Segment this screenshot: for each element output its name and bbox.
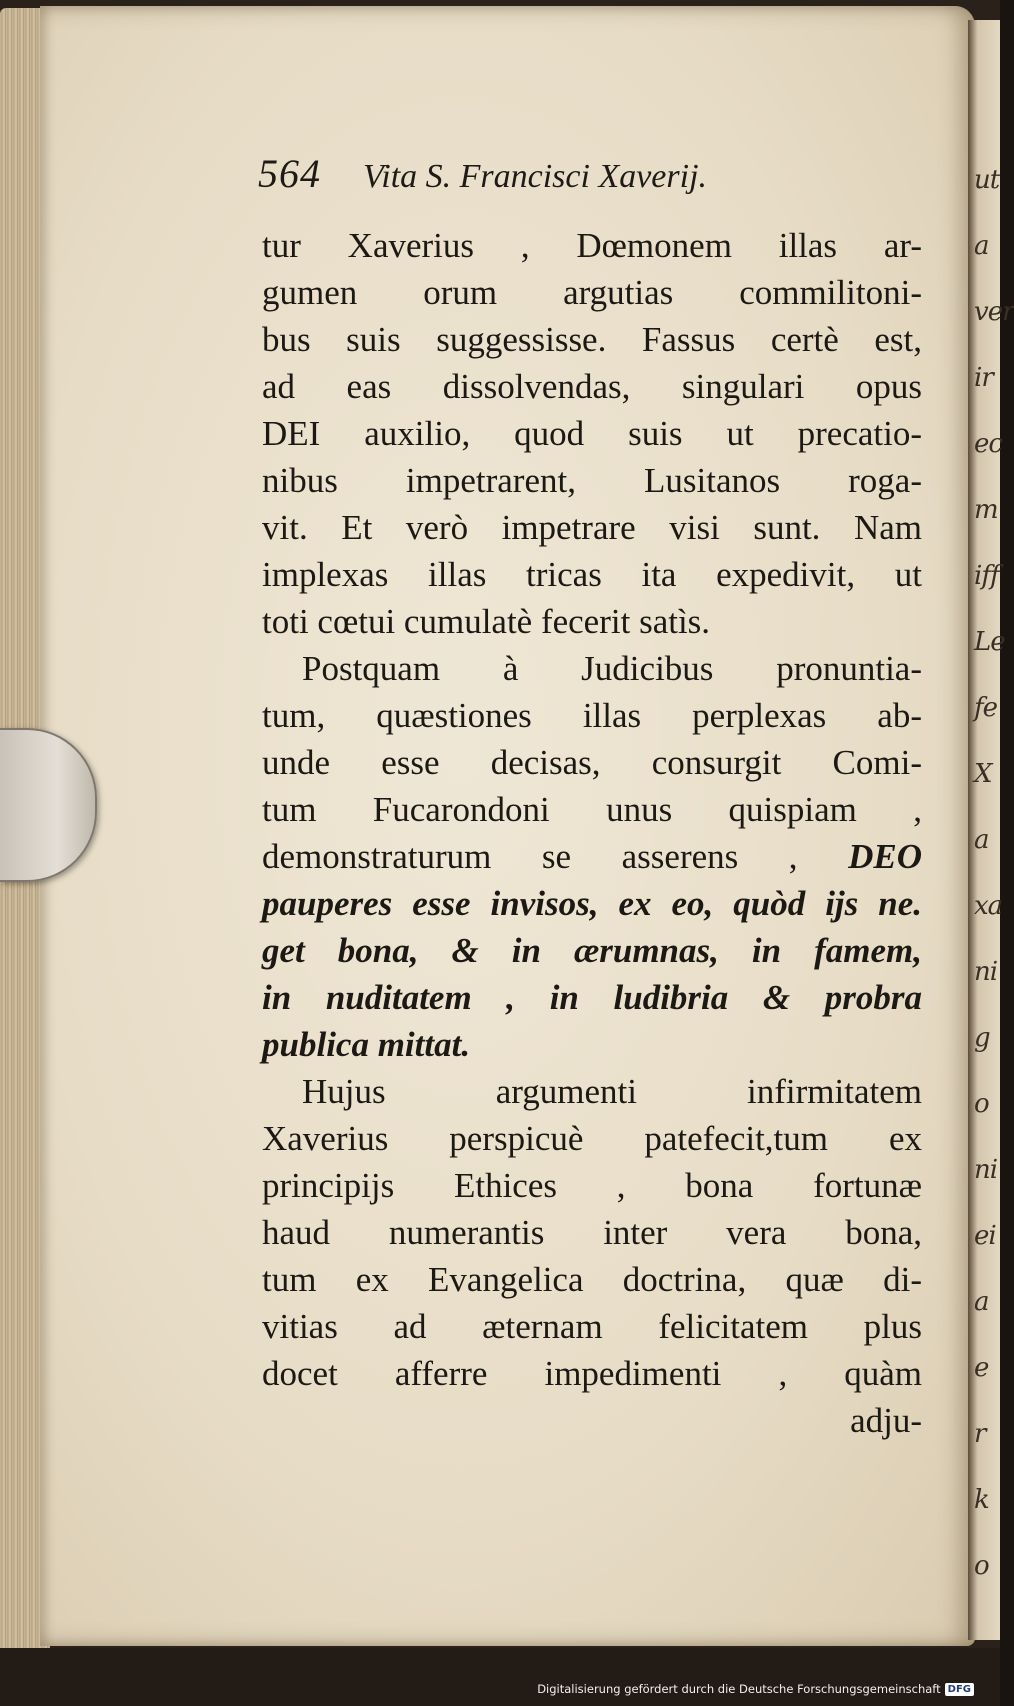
- text-line: docet afferre impedimenti , quàm: [262, 1354, 922, 1393]
- facing-page-fragment: a: [974, 825, 989, 855]
- italic-word: DEO: [848, 837, 922, 876]
- facing-page-fragment: ver: [974, 297, 1014, 327]
- facing-page-fragment: iff: [974, 561, 999, 591]
- dfg-logo-icon: DFG: [945, 1683, 974, 1696]
- digitization-credit: [537, 1682, 974, 1696]
- text-line: tum, quæstiones illas perplexas ab-: [262, 696, 922, 735]
- italic-text-line: in nuditatem , in ludibria & probra: [262, 978, 922, 1017]
- facing-page-fragment: e: [974, 1353, 989, 1383]
- text-line: haud numerantis inter vera bona,: [262, 1213, 922, 1252]
- facing-page-fragment: a: [974, 231, 989, 261]
- facing-page-fragment: X: [974, 759, 992, 789]
- page-number: 564: [258, 151, 321, 196]
- text-line: tum ex Evangelica doctrina, quæ di-: [262, 1260, 922, 1299]
- text-line: demonstraturum se asserens , DEO: [262, 837, 922, 876]
- text-line: tum Fucarondoni unus quispiam ,: [262, 790, 922, 829]
- facing-page-fragment: xa: [974, 891, 1003, 921]
- body-text: [262, 222, 922, 1444]
- running-head: [258, 150, 818, 200]
- text-line: vitias ad æternam felicitatem plus: [262, 1307, 922, 1346]
- facing-page-fragment: g: [974, 1023, 990, 1053]
- facing-page-fragment: ut: [974, 165, 1000, 195]
- facing-page-fragment: ni: [974, 1155, 998, 1185]
- text-line: unde esse decisas, consurgit Comi-: [262, 743, 922, 782]
- catchword: adju-: [850, 1401, 922, 1440]
- text-line: Hujus argumenti infirmitatem: [302, 1072, 922, 1111]
- text-line: tur Xaverius , Dœmonem illas ar-: [262, 226, 922, 265]
- text-line: ad eas dissolvendas, singulari opus: [262, 367, 922, 406]
- italic-text-line: get bona, & in ærumnas, in famem,: [262, 931, 922, 970]
- facing-page-fragment: k: [974, 1485, 989, 1515]
- facing-page-fragment: o: [974, 1089, 989, 1119]
- facing-page-fragment: a: [974, 1287, 989, 1317]
- facing-page-fragment: Le: [974, 627, 1005, 657]
- text-line: Xaverius perspicuè patefecit,tum ex: [262, 1119, 922, 1158]
- text-line: nibus impetrarent, Lusitanos roga-: [262, 461, 922, 500]
- italic-text-line: publica mittat.: [262, 1025, 471, 1064]
- facing-page-fragment: r: [974, 1419, 986, 1449]
- text-line: toti cœtui cumulatè fecerit satìs.: [262, 602, 711, 641]
- footer-band: [0, 1648, 1000, 1706]
- text-line: gumen orum argutias commilitoni-: [262, 273, 922, 312]
- facing-page-fragment: ei: [974, 1221, 996, 1251]
- text-line: implexas illas tricas ita expedivit, ut: [262, 555, 922, 594]
- credit-text: Digitalisierung gefördert durch die Deutsche Forschungsgemeinschaft: [537, 1682, 941, 1696]
- text-line: principijs Ethices , bona fortunæ: [262, 1166, 922, 1205]
- facing-page-fragment: fe: [974, 693, 998, 723]
- facing-page-fragment: ir: [974, 363, 993, 393]
- text-line: Postquam à Judicibus pronuntia-: [302, 649, 922, 688]
- text-line: bus suis suggessisse. Fassus certè est,: [262, 320, 922, 359]
- facing-page-edge: [968, 20, 1014, 1640]
- text-line: DEI auxilio, quod suis ut precatio-: [262, 414, 922, 453]
- facing-page-fragment: ec: [974, 429, 1002, 459]
- text-line: vit. Et verò impetrare visi sunt. Nam: [262, 508, 922, 547]
- facing-page-fragment: o: [974, 1551, 989, 1581]
- facing-page-fragment: m: [974, 495, 998, 525]
- facing-page-fragment: ni: [974, 957, 998, 987]
- italic-text-line: pauperes esse invisos, ex eo, quòd ijs ne.: [262, 884, 922, 923]
- running-title: Vita S. Francisci Xaverij.: [363, 158, 708, 195]
